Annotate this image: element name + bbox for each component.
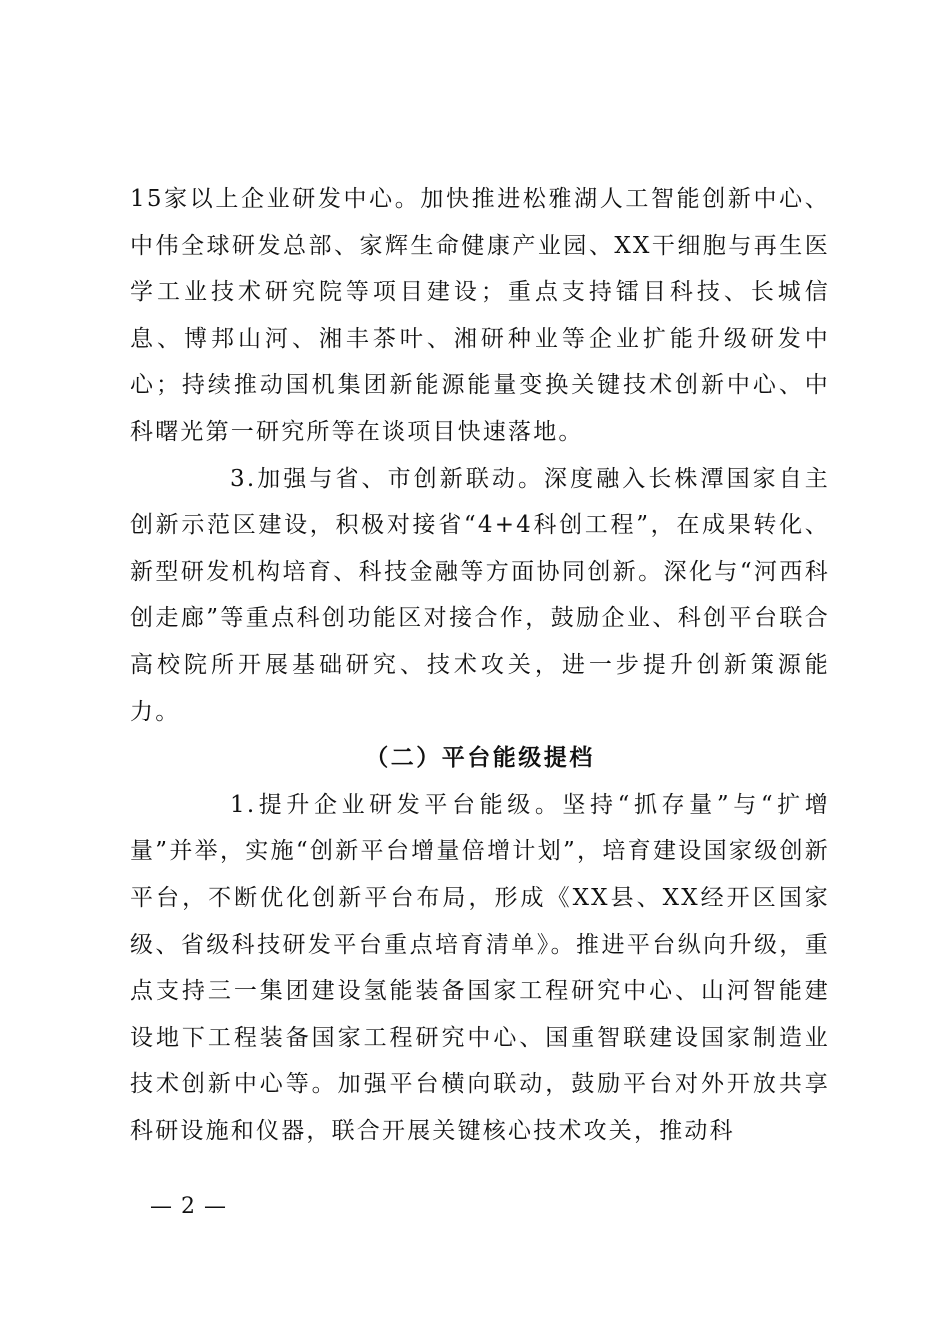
document-body [130, 176, 830, 1154]
section-heading: （二）平台能级提档 [365, 745, 595, 772]
paragraph-platform-upgrade: 1.提升企业研发平台能级。坚持“抓存量”与“扩增量”并举，实施“创新平台增量倍增计划”，培育建设国家级创新平台，不断优化创新平台布局，形成《XX县、XX经开区国家级、省级科技研发平台重点培育清单》。推进平台纵向升级，重点支持三一集团建设氢能装备国家工程研究中心、山河智能建设地下工程装备国家工程研究中心、国重智联建设国家制造业技术创新中心等。加强平台横向联动，鼓励平台对外开放共享科研设施和仪器，联合开展关键核心技术攻关，推动科 [130, 791, 830, 1144]
paragraph-continuation: 15家以上企业研发中心。加快推进松雅湖人工智能创新中心、中伟全球研发总部、家辉生命健康产业园、XX干细胞与再生医学工业技术研究院等项目建设；重点支持镭目科技、长城信息、博邦山河、湘丰茶叶、湘研种业等企业扩能升级研发中心；持续推动国机集团新能源能量变换关键技术创新中心、中科曙光第一研究所等在谈项目快速落地。 [130, 186, 830, 445]
page-number: — 2 — [150, 1194, 227, 1219]
paragraph-innovation-linkage: 3.加强与省、市创新联动。深度融入长株潭国家自主创新示范区建设，积极对接省“4+4科创工程”，在成果转化、新型研发机构培育、科技金融等方面协同创新。深化与“河西科创走廊”等重点科创功能区对接合作，鼓励企业、科创平台联合高校院所开展基础研究、技术攻关，进一步提升创新策源能力。 [130, 465, 830, 725]
